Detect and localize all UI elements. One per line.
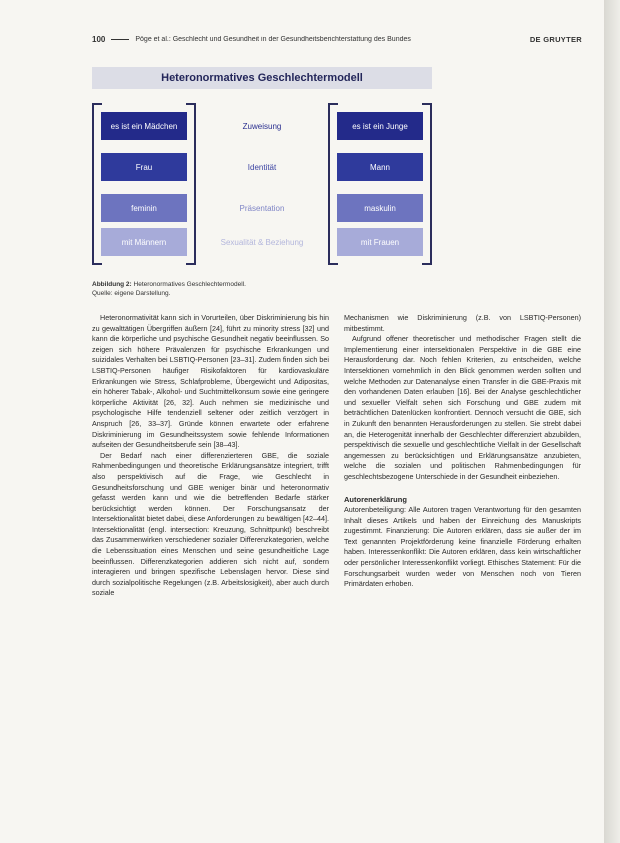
- publisher-logo: DE GRUYTER: [529, 34, 582, 44]
- male-box: Mann: [337, 153, 423, 181]
- left-bracket: [92, 103, 196, 265]
- body-paragraph: Aufgrund offener theoretischer und methodischer Fragen stellt die Implementierung einer intersektionalen Perspektive in die GBE eine Herausforderung dar. Noch fehlen Kriterien, zu entscheiden, welche Intersektionen vornehmlich in den Blick genommen werden sollten und welche Methoden zur Datenanalyse einen Transfer in die GBE-Praxis mit den vorhandenen Daten erlauben [16]. Bei der Analyse geschlechtlicher und sexueller Vielfalt sehen sich Forschung und GBE zudem mit beträchtlichen Datenlücken konfrontiert. Dennoch versucht die GBE, sich in Zukunft den benannten Herausforderungen zu stellen. Sie strebt dabei an, die Heterogenität innerhalb der Geschlechter differenziert abzubilden, perspektivisch die sexuelle und geschlechtliche Vielfalt in der Gesellschaft angemessen zu berücksichtigen und Erklärungsansätze anzubieten, welche die sozialen und politischen Rahmenbedingungen für geschlechtsbezogene Unterschiede in der Gesundheit einbeziehen.: [344, 334, 581, 481]
- left-column: [92, 313, 329, 599]
- figure-title: Heteronormatives Geschlechtermodell: [92, 67, 432, 89]
- male-box: mit Frauen: [337, 228, 423, 256]
- male-box: es ist ein Junge: [337, 112, 423, 140]
- section-heading: Autorenerklärung: [344, 494, 407, 504]
- female-box: feminin: [101, 194, 187, 222]
- female-box: Frau: [101, 153, 187, 181]
- body-paragraph: Der Bedarf nach einer differenzierteren GBE, die soziale Rahmenbedingungen und theoretische Erklärungsansätze integriert, trifft also perspektivisch auf die Frage, wie Geschlecht in Gesundheitsforschung und GBE weniger binär und heteronormativ gefasst werden kann und wie die betreffenden Bedarfe stärker berücksichtigt werden können. Der Forschungsansatz der Intersektionalität bietet dabei, diese Anforderungen zu bewältigen [42–44]. Intersektionalität (engl. intersection: Kreuzung, Schnittpunkt) beschreibt das Zusammenwirken verschiedener sozialer Differenzkategorien, welche die Lebenssituation eines Menschen und seine gesundheitliche Lage beeinflussen. Differenzkategorien addieren sich nicht auf, sondern interagieren und bringen spezifische Lebenslagen hervor. Diese sind durch sozialpolitische Regelungen (z.B. Arbeitslosigkeit), aber auch durch soziale: [92, 450, 329, 598]
- right-column: [344, 313, 581, 590]
- page-number: 100: [92, 34, 106, 44]
- female-box: es ist ein Mädchen: [101, 112, 187, 140]
- caption-text: Heteronormatives Geschlechtermodell.: [133, 281, 246, 288]
- caption-label: Abbildung 2:: [92, 281, 132, 288]
- dimension-label: Identität: [247, 162, 277, 172]
- dimension-label: Sexualität & Beziehung: [220, 237, 304, 247]
- dimension-label: Zuweisung: [242, 121, 282, 131]
- right-bracket: [328, 103, 432, 265]
- running-title: Pöge et al.: Geschlecht und Gesundheit in der Gesundheitsberichterstattung des Bundes: [135, 35, 411, 43]
- male-box: maskulin: [337, 194, 423, 222]
- body-paragraph: Heteronormativität kann sich in Vorurteilen, über Diskriminierung bis hin zu gewalttätigen Übergriffen äußern [24], führt zu minority stress [32] und kann die körperliche und psychische Gesundheit negativ beeinflussen. So zeigen sich höhere Prävalenzen für psychische Erkrankungen und suizidales Verhalten bei LSBTIQ-Personen [23–31]. Zudem finden sich bei LSBTIQ-Personen häufiger Risikofaktoren für kardiovaskuläre Erkrankungen wie Stress, Schlafprobleme, Übergewicht und Adipositas, ein höherer Tabak-, Alkohol- und Suchtmittelkonsum sowie eine geringere körperliche Aktivität [26, 32]. Auch nehmen sie medizinische und psychologische Hilfe tendenziell seltener oder zeitlich verzögert in Anspruch [26, 33–37]. Gründe können erwartete oder erfahrene Diskriminierung im Gesundheitssystem sowie fehlende Informationen aufseiten der Gesundheitsberufe sein [38–43].: [92, 313, 329, 450]
- female-box: mit Männern: [101, 228, 187, 256]
- dimension-label: Präsentation: [239, 203, 285, 213]
- page-edge: [604, 0, 620, 843]
- running-head: [92, 33, 582, 45]
- header-divider: [111, 39, 129, 40]
- caption-source: Quelle: eigene Darstellung.: [92, 290, 171, 297]
- body-paragraph: Mechanismen wie Diskriminierung (z.B. von LSBTIQ-Personen) mitbestimmt.: [344, 313, 581, 333]
- section-paragraph: Autorenbeteiligung: Alle Autoren tragen Verantwortung für den gesamten Inhalt dieses Artikels und haben der Einreichung des Manuskripts zugestimmt. Finanzierung: Die Autoren erklären, dass sie außer der im Text genannten Projektförderung keine finanzielle Förderung erhalten haben. Interessenkonflikt: Die Autoren erklären, dass kein wirtschaftlicher oder persönlicher Interessenkonflikt vorliegt. Ethisches Statement: Für die Forschungsarbeit wurden weder von Menschen noch von Tieren Primärdaten erhoben.: [344, 505, 581, 589]
- figure-gender-model: [92, 67, 432, 272]
- figure-caption: [92, 280, 422, 298]
